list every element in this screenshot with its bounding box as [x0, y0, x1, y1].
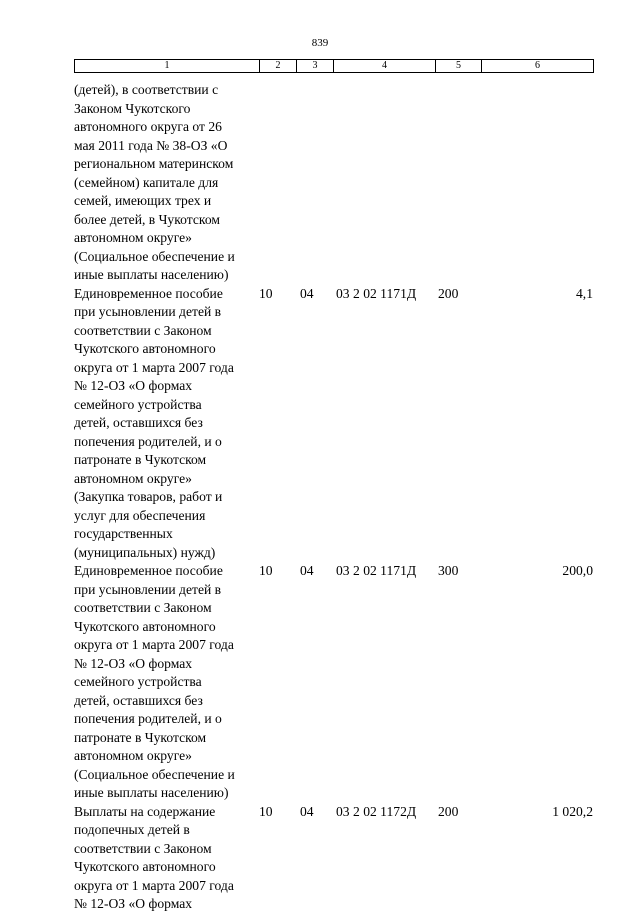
amount-value: 1 020,2	[552, 803, 593, 819]
page-number: 839	[311, 37, 329, 49]
row-description	[74, 803, 259, 914]
description-line: иные выплаты населению)	[74, 785, 229, 800]
column-header-5: 5	[436, 60, 482, 73]
description-line: округа от 1 марта 2007 года	[74, 359, 234, 375]
subsection-code: 04	[300, 285, 314, 301]
column-header-3: 3	[297, 60, 334, 73]
column-header-table	[74, 59, 594, 73]
table-row	[74, 562, 593, 803]
description-line: № 12-ОЗ «О формах	[74, 378, 193, 393]
description-line: округа от 1 марта 2007 года	[74, 637, 234, 652]
description-line: № 12-ОЗ «О формах	[74, 655, 193, 671]
description-line: попечения родителей, и о	[74, 711, 222, 726]
subsection-code: 04	[300, 803, 314, 819]
subsection-code: 04	[300, 563, 314, 578]
section-code: 10	[259, 285, 273, 301]
description-line: попечения родителей, и о	[74, 433, 222, 449]
description-line: (Закупка товаров, работ и	[74, 489, 223, 504]
target-article-code: 03 2 02 1171Д	[336, 285, 417, 301]
description-line: Законом Чукотского	[74, 100, 191, 116]
column-header-4: 4	[334, 60, 436, 73]
description-line: детей, оставшихся без	[74, 415, 203, 430]
description-line: региональном материнском	[74, 156, 234, 171]
description-line: иные выплаты населению)	[74, 267, 229, 282]
description-line: автономном округе»	[74, 748, 192, 763]
expense-type-code: 200	[438, 285, 459, 301]
section-code: 10	[259, 563, 273, 578]
description-line: соответствии с Законом	[74, 840, 212, 856]
description-line: округа от 1 марта 2007 года	[74, 877, 234, 893]
expense-type-code: 200	[438, 803, 459, 819]
row-description	[74, 81, 259, 285]
description-line: Чукотского автономного	[74, 618, 216, 634]
description-line: автономного округа от 26	[74, 119, 222, 134]
table-row	[74, 285, 593, 563]
description-line: государственных	[74, 526, 173, 541]
table-row	[74, 803, 593, 914]
description-line: мая 2011 года № 38-ОЗ «О	[74, 137, 228, 153]
description-line: (муниципальных) нужд)	[74, 544, 216, 560]
column-header-6: 6	[482, 60, 594, 73]
row-description	[74, 285, 259, 563]
description-line: Чукотского автономного	[74, 859, 216, 874]
description-line: № 12-ОЗ «О формах	[74, 896, 193, 911]
description-line: соответствии с Законом	[74, 600, 212, 615]
budget-table-body	[74, 81, 593, 914]
description-line: Единовременное пособие	[74, 563, 223, 578]
description-line: детей, оставшихся без	[74, 692, 203, 708]
description-line: семей, имеющих трех и	[74, 193, 212, 208]
expense-type-code: 300	[438, 563, 459, 578]
description-line: услуг для обеспечения	[74, 507, 206, 523]
description-line: при усыновлении детей в	[74, 581, 222, 597]
description-line: Выплаты на содержание	[74, 803, 216, 819]
target-article-code: 03 2 02 1171Д	[336, 563, 417, 578]
description-line: семейного устройства	[74, 674, 202, 689]
description-line: более детей, в Чукотском	[74, 211, 220, 227]
column-header-2: 2	[260, 60, 297, 73]
description-line: автономном округе»	[74, 230, 192, 245]
table-row	[74, 81, 593, 285]
description-line: (Социальное обеспечение и	[74, 248, 235, 264]
description-line: подопечных детей в	[74, 822, 190, 837]
description-line: (Социальное обеспечение и	[74, 766, 235, 782]
description-line: патронате в Чукотском	[74, 729, 207, 745]
description-line: (семейном) капитале для	[74, 174, 219, 190]
description-line: семейного устройства	[74, 396, 202, 412]
description-line: при усыновлении детей в	[74, 304, 222, 319]
description-line: Единовременное пособие	[74, 285, 223, 301]
description-line: патронате в Чукотском	[74, 452, 207, 467]
column-header-1: 1	[75, 60, 260, 73]
amount-value: 200,0	[562, 563, 593, 578]
description-line: Чукотского автономного	[74, 341, 216, 356]
description-line: (детей), в соответствии с	[74, 82, 219, 97]
amount-value: 4,1	[576, 285, 593, 301]
section-code: 10	[259, 803, 273, 819]
description-line: соответствии с Законом	[74, 322, 212, 338]
description-line: автономном округе»	[74, 470, 192, 486]
row-description	[74, 562, 259, 803]
target-article-code: 03 2 02 1172Д	[336, 803, 417, 819]
